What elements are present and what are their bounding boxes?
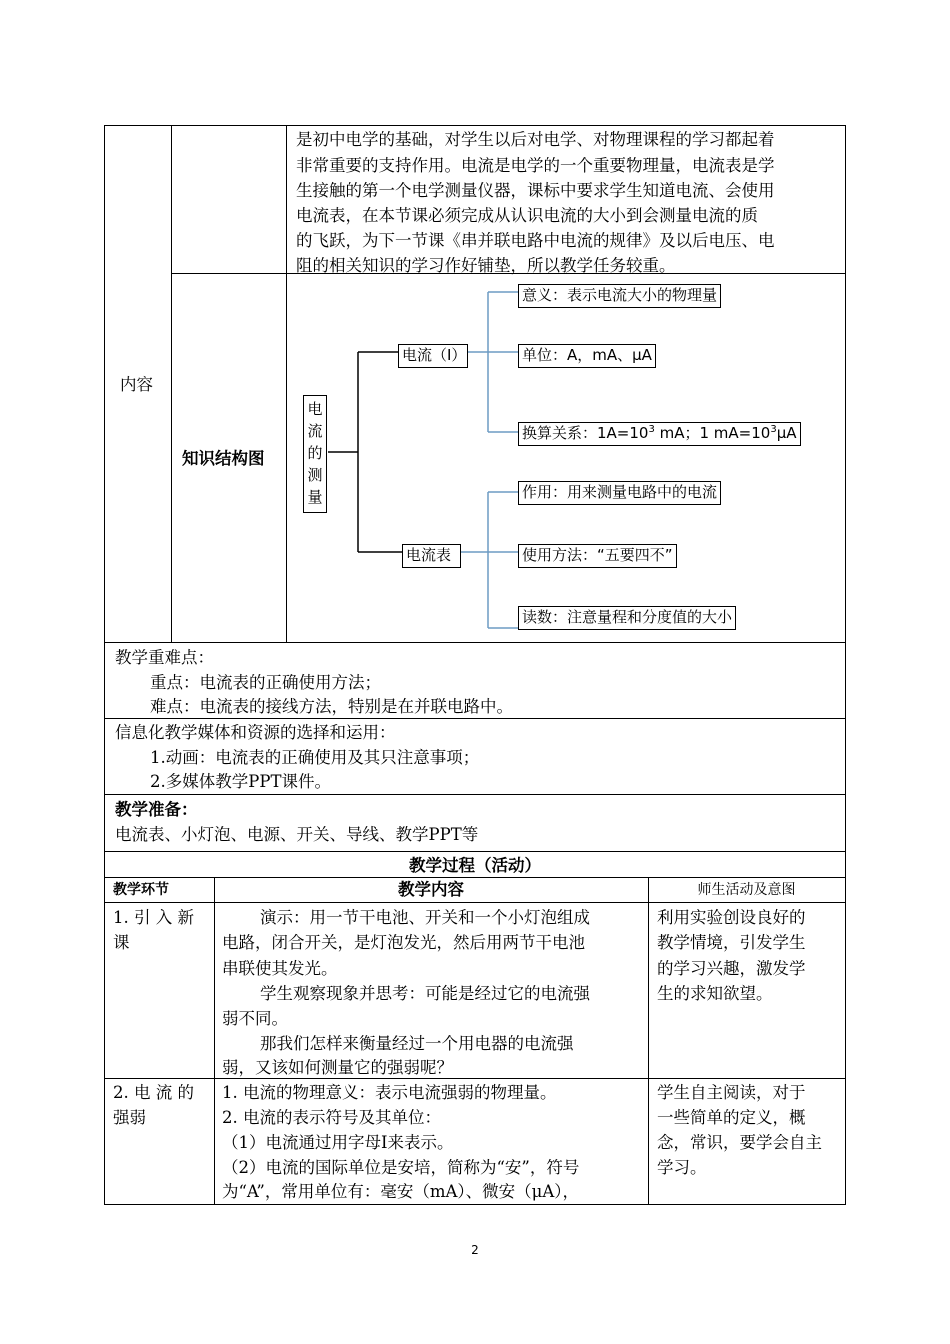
content-line: 弱，又该如何测量它的强弱呢？ (222, 1058, 453, 1077)
keypoints-heading: 教学重难点： (115, 648, 214, 667)
activity-line: 学习。 (657, 1158, 707, 1177)
process-col-stage: 教学环节 (113, 882, 169, 898)
leaf-function: 作用：用来测量电路中的电流 (518, 481, 721, 505)
intro-line: 生接触的第一个电学测量仪器，课标中要求学生知道电流、会使用 (296, 181, 775, 200)
root-char: 电 (307, 400, 323, 418)
branch-ammeter: 电流表 (402, 544, 461, 568)
root-char: 流 (307, 422, 323, 440)
activity-line: 念，常识，要学会自主 (657, 1133, 822, 1152)
conversion-prefix: 换算关系：1A=10 (522, 424, 649, 442)
activity-line: 利用实验创设良好的 (657, 908, 806, 927)
row1-stage: 1. 引 入 新 (113, 908, 194, 927)
conversion-mid: mA；1 mA=10 (654, 424, 771, 442)
intro-line: 阻的相关知识的学习作好铺垫，所以教学任务较重。 (296, 256, 676, 275)
activity-line: 教学情境，引发学生 (657, 933, 806, 952)
branch-current: 电流（I） (398, 344, 468, 368)
prep-content: 电流表、小灯泡、电源、开关、导线、教学PPT等 (115, 825, 479, 844)
content-line: 串联使其发光。 (222, 959, 338, 978)
activity-line: 的学习兴趣，激发学 (657, 959, 806, 978)
content-line: 那我们怎样来衡量经过一个用电器的电流强 (260, 1034, 574, 1053)
leaf-usage: 使用方法：“五要四不” (518, 544, 677, 568)
diagram-root-box (303, 395, 327, 513)
root-char: 量 (307, 488, 323, 506)
keypoints-difficulty: 难点：电流表的接线方法，特别是在并联电路中。 (150, 697, 513, 716)
leaf-reading: 读数：注意量程和分度值的大小 (518, 606, 736, 630)
root-char: 测 (307, 466, 323, 484)
media-heading: 信息化教学媒体和资源的选择和运用： (115, 723, 396, 742)
root-char: 的 (307, 444, 323, 462)
keypoints-focus: 重点：电流表的正确使用方法； (150, 673, 381, 692)
content-line: 为“A”，常用单位有：毫安（mA）、微安（μA）， (222, 1182, 580, 1201)
process-title: 教学过程（活动） (409, 856, 541, 875)
content-line: 弱不同。 (222, 1009, 288, 1028)
conversion-exp2: 3 (770, 424, 777, 435)
row2-stage: 2. 电 流 的 (113, 1083, 194, 1102)
process-col-content: 教学内容 (398, 880, 464, 899)
process-col-activity: 师生活动及意图 (697, 882, 796, 898)
knowledge-structure-label: 知识结构图 (182, 449, 265, 468)
row1-stage-cont: 课 (113, 933, 130, 952)
intro-line: 是初中电学的基础，对学生以后对电学、对物理课程的学习都起着 (296, 130, 775, 149)
content-line: 电路，闭合开关，是灯泡发光，然后用两节干电池 (222, 933, 585, 952)
content-line: 1. 电流的物理意义：表示电流强弱的物理量。 (222, 1083, 557, 1102)
content-line: 2. 电流的表示符号及其单位： (222, 1108, 441, 1127)
intro-line: 电流表，在本节课必须完成从认识电流的大小到会测量电流的质 (296, 206, 758, 225)
intro-line: 非常重要的支持作用。电流是电学的一个重要物理量，电流表是学 (296, 156, 775, 175)
leaf-unit: 单位：A，mA、μA (518, 344, 656, 368)
prep-heading: 教学准备： (115, 800, 198, 819)
content-line: 学生观察现象并思考：可能是经过它的电流强 (260, 984, 590, 1003)
page-number: 2 (471, 1243, 479, 1257)
media-item-2: 2.多媒体教学PPT课件。 (150, 772, 331, 791)
media-item-1: 1.动画：电流表的正确使用及其只注意事项； (150, 748, 480, 767)
activity-line: 一些简单的定义，概 (657, 1108, 806, 1127)
leaf-conversion (518, 422, 801, 446)
content-line: 演示：用一节干电池、开关和一个小灯泡组成 (260, 908, 590, 927)
leaf-meaning: 意义：表示电流大小的物理量 (518, 284, 721, 308)
content-label: 内容 (120, 375, 153, 394)
content-line: （2）电流的国际单位是安培，简称为“安”，符号 (222, 1158, 580, 1177)
activity-line: 学生自主阅读，对于 (657, 1083, 806, 1102)
activity-line: 生的求知欲望。 (657, 984, 773, 1003)
conversion-suffix: μA (776, 424, 797, 442)
intro-line: 的飞跃，为下一节课《串并联电路中电流的规律》及以后电压、电 (296, 231, 775, 250)
content-line: （1）电流通过用字母I来表示。 (222, 1133, 454, 1152)
row2-stage-cont: 强弱 (113, 1108, 146, 1127)
conversion-exp1: 3 (648, 424, 655, 435)
